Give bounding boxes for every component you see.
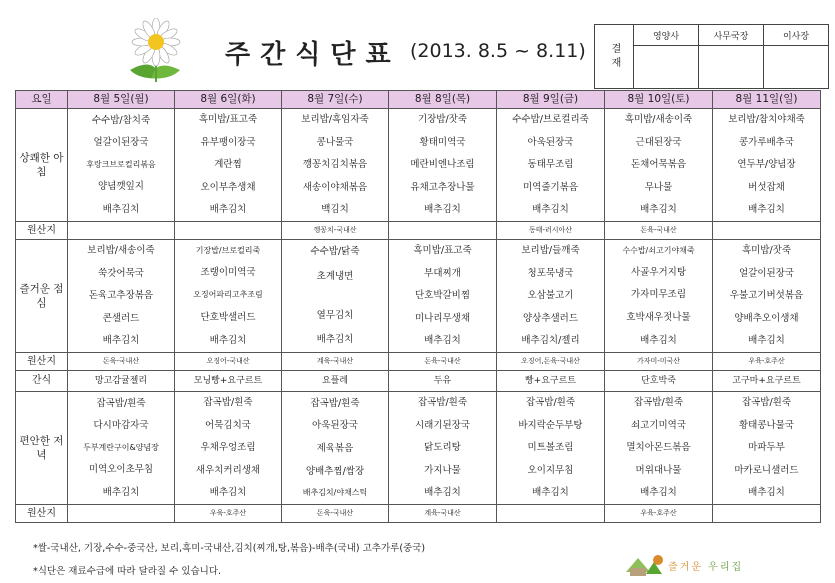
menu-item: 잡곡밥/흰죽: [633, 397, 684, 409]
menu-item: 미트볼조림: [527, 442, 574, 454]
menu-item: 후랑크브로컬리볶음: [86, 159, 156, 169]
day-header: 8월 7일(수): [282, 91, 389, 109]
menu-item: 기장밥/잣죽: [417, 114, 468, 126]
menu-item: 미역오이초무침: [88, 464, 154, 476]
menu-item: 배추김치: [424, 335, 461, 346]
day-header: 8월 6일(화): [175, 91, 282, 109]
menu-item: 쇠고기미역국: [630, 419, 687, 431]
menu-item: 마파두부: [748, 442, 785, 454]
menu-item: 수수밥/참치죽: [91, 114, 151, 126]
menu-cell: [282, 109, 389, 222]
menu-cell: [282, 240, 389, 353]
origin-cell: [713, 505, 821, 523]
menu-item: 배추김치: [748, 204, 785, 215]
logo-part: 우리집: [708, 562, 744, 573]
origin-cell: [68, 222, 175, 240]
menu-item: 배추김치: [102, 335, 140, 346]
snack-cell: 두유: [389, 371, 497, 392]
menu-item: 보리밥/새송이죽: [87, 245, 155, 257]
menu-item: 미역줄기볶음: [522, 181, 579, 193]
menu-item: 양상추샐러드: [522, 312, 579, 324]
menu-item: 연두부/양념장: [737, 159, 796, 171]
origin-cell: 우육-호주산: [713, 353, 821, 371]
menu-item: 단호박갈비찜: [414, 290, 471, 302]
menu-item: 미나리무생채: [414, 312, 471, 324]
menu-item: 닭도리탕: [424, 442, 461, 454]
menu-item: 멸치아몬드볶음: [626, 442, 691, 454]
snack-cell: 빵+요구르트: [497, 371, 605, 392]
menu-item: 조랭이미역국: [200, 267, 256, 279]
menu-cell: [389, 392, 497, 505]
menu-item: 수수밥/브로컬리죽: [512, 114, 589, 126]
meal-label: 간식: [16, 371, 68, 392]
menu-item: 동태무조림: [527, 159, 574, 171]
menu-cell: [605, 240, 713, 353]
menu-item: 배추김치: [209, 334, 247, 346]
menu-item: 유부팽이장국: [200, 136, 256, 148]
menu-item: 계란찜: [214, 159, 242, 171]
menu-item: 가지나물: [424, 464, 461, 476]
menu-item: 사골우거지탕: [630, 266, 687, 278]
menu-item: 배추김치: [640, 204, 677, 215]
menu-item: 배추김치: [424, 487, 461, 498]
origin-label: 원산지: [16, 353, 68, 371]
menu-item: 잡곡밥/흰죽: [417, 397, 468, 409]
menu-cell: [605, 392, 713, 505]
snack-cell: 고구마+요구르트: [713, 371, 821, 392]
signature-box[interactable]: [699, 46, 764, 89]
menu-item: 우불고기버섯볶음: [729, 290, 804, 302]
menu-item: 잡곡밥/흰죽: [203, 397, 253, 409]
menu-cell: [497, 392, 605, 505]
origin-label: 원산지: [16, 222, 68, 240]
menu-item: 바지락순두부탕: [518, 419, 583, 431]
origin-footnote: *쌀-국내산, 기장,수수-중국산, 보리,흑미-국내산,김치(찌개,탕,볶음)-배추(국내) 고추가루(중국): [33, 543, 426, 554]
menu-cell: [713, 240, 821, 353]
menu-cell: [68, 109, 175, 222]
approval-role: 사무국장: [699, 25, 764, 46]
menu-item: 흑미밥/잣죽: [741, 245, 792, 257]
origin-row: [16, 222, 821, 240]
menu-item: 오삼불고기: [527, 290, 574, 302]
day-header: 8월 8일(목): [389, 91, 497, 109]
menu-item: 배추김치: [748, 335, 785, 346]
snack-row: [16, 371, 821, 392]
menu-item: 메란비엔나조림: [410, 159, 475, 171]
menu-item: 새송이야채볶음: [302, 181, 368, 193]
origin-cell: 돈육-국내산: [389, 353, 497, 371]
menu-item: 잡곡밥/흰죽: [525, 397, 576, 409]
menu-item: 보리밥/참치야채죽: [728, 114, 805, 126]
menu-item: 얼갈이된장국: [93, 137, 149, 149]
breakfast-row: [16, 109, 821, 222]
origin-cell: 깽꽁치-국내산: [282, 222, 389, 240]
menu-item: 배추김치: [532, 204, 569, 215]
origin-cell: [175, 222, 282, 240]
origin-row: [16, 505, 821, 523]
menu-cell: [389, 109, 497, 222]
menu-item: 기장밥/브로컬리죽: [195, 245, 261, 255]
weekly-menu-table: [15, 90, 821, 523]
menu-item: 초계냉면: [316, 270, 354, 282]
menu-item: 얼갈이된장국: [738, 267, 795, 279]
menu-cell: [713, 109, 821, 222]
menu-cell: [497, 240, 605, 353]
menu-item: 배추김치: [102, 486, 140, 498]
menu-item: 근대된장국: [635, 136, 682, 148]
snack-cell: 망고감귤젤리: [68, 371, 175, 392]
date-range: (2013. 8.5 ~ 8.11): [410, 40, 586, 62]
origin-label: 원산지: [16, 505, 68, 523]
approval-box: [594, 24, 829, 89]
menu-cell: [68, 240, 175, 353]
menu-item: 배추김치: [102, 203, 140, 215]
menu-item: 다시마감자국: [93, 420, 149, 432]
menu-item: 양배추찜/쌈장: [305, 465, 365, 477]
origin-cell: 돈육-국내산: [605, 222, 713, 240]
origin-cell: 돈육-국내산: [282, 505, 389, 523]
day-header-row: [16, 91, 821, 109]
menu-item: 어묵김치국: [205, 419, 251, 431]
menu-cell: [713, 392, 821, 505]
menu-item: 콩가루배추국: [738, 136, 795, 148]
menu-item: 배추김치: [209, 204, 247, 215]
menu-item: 양배추오이생채: [734, 312, 799, 324]
meal-label: 상쾌한 아침: [16, 109, 68, 222]
menu-item: 시래기된장국: [414, 419, 471, 431]
dinner-row: [16, 392, 821, 505]
origin-cell: 계육-국내산: [282, 353, 389, 371]
menu-item: 황태콩나물국: [738, 419, 795, 431]
day-header: 8월 9일(금): [497, 91, 605, 109]
page-title: 주간식단표: [225, 40, 401, 70]
menu-item: 청포묵냉국: [527, 267, 574, 279]
day-header: 8월 5일(월): [68, 91, 175, 109]
menu-item: 양념깻잎지: [98, 181, 144, 193]
menu-item: 배추김치/젤리: [521, 335, 580, 346]
snack-cell: 요플레: [282, 371, 389, 392]
approval-role: 이사장: [764, 25, 829, 46]
origin-cell: [497, 505, 605, 523]
menu-item: 배추김치: [748, 487, 785, 498]
menu-cell: [68, 392, 175, 505]
meal-label: 즐거운 점심: [16, 240, 68, 353]
origin-cell: 우육-호주산: [605, 505, 713, 523]
snack-cell: 단호박죽: [605, 371, 713, 392]
origin-cell: [68, 505, 175, 523]
menu-item: 아욱된장국: [527, 136, 574, 148]
menu-cell: [175, 240, 282, 353]
menu-item: 흑미밥/표고죽: [198, 114, 258, 126]
menu-cell: [497, 109, 605, 222]
menu-item: 호박새우젓나물: [626, 312, 691, 324]
origin-cell: 오징어,돈육-국내산: [497, 353, 605, 371]
signature-box[interactable]: [764, 46, 829, 89]
menu-item: 보리밥/들깨죽: [521, 245, 580, 257]
menu-item: 마카로니샐러드: [734, 464, 799, 476]
menu-item: 가자미무조림: [630, 289, 687, 301]
daisy-flower-icon: [100, 18, 210, 84]
menu-item: 새우치커리생채: [195, 464, 261, 476]
menu-item: 단호박샐러드: [200, 311, 256, 323]
menu-item: 수수밥/닭죽: [310, 246, 360, 258]
menu-item: 오이부추생채: [200, 181, 256, 193]
menu-cell: [175, 392, 282, 505]
menu-item: 유채고추장나물: [410, 181, 475, 193]
menu-item: 두부계란구이&양념장: [83, 442, 159, 452]
menu-item: 머위대나물: [635, 464, 682, 476]
menu-item: 돈채어묵볶음: [630, 159, 687, 171]
menu-item: 콩나물국: [316, 136, 354, 148]
menu-item: 잡곡밥/흰죽: [96, 397, 146, 409]
origin-cell: 우육-호주산: [175, 505, 282, 523]
origin-cell: 가자미-미국산: [605, 353, 713, 371]
origin-cell: 계육-국내산: [389, 505, 497, 523]
menu-item: 배추김치: [424, 204, 461, 215]
menu-item: 버섯잡채: [748, 181, 785, 193]
menu-item: 열무김치: [316, 309, 354, 321]
menu-item: 배추김치: [209, 487, 247, 498]
day-column-label: 요일: [16, 91, 68, 109]
menu-item: 배추김치/야채스틱: [302, 488, 368, 498]
origin-cell: 오징어-국내산: [175, 353, 282, 371]
menu-item: 우채우엉조림: [200, 442, 256, 454]
menu-item: 보리밥/흑임자죽: [301, 114, 369, 126]
menu-item: 백김치: [321, 204, 349, 215]
menu-cell: [282, 392, 389, 505]
logo-part: 즐거운: [668, 562, 703, 573]
menu-item: 황태미역국: [419, 136, 466, 148]
menu-item: [282, 293, 388, 299]
day-header: 8월 10일(토): [605, 91, 713, 109]
menu-item: 부대찌개: [424, 267, 461, 279]
menu-item: 배추김치: [532, 487, 569, 498]
menu-item: 깽꽁치김치볶음: [302, 159, 368, 171]
menu-item: 배추김치: [316, 334, 354, 346]
menu-item: 제육볶음: [316, 442, 354, 454]
menu-item: 콘샐러드: [102, 312, 140, 324]
menu-item: 수수밥/쇠고기야채죽: [622, 245, 695, 255]
origin-cell: 동태-러시아산: [497, 222, 605, 240]
menu-item: 잡곡밥/흰죽: [741, 397, 792, 409]
snack-cell: 모닝빵+요구르트: [175, 371, 282, 392]
origin-cell: 돈육-국내산: [68, 353, 175, 371]
menu-cell: [605, 109, 713, 222]
lunch-row: [16, 240, 821, 353]
approval-label: 결재: [595, 25, 634, 89]
menu-cell: [389, 240, 497, 353]
menu-cell: [175, 109, 282, 222]
approval-role: 영양사: [634, 25, 699, 46]
signature-box[interactable]: [634, 46, 699, 89]
menu-item: 잡곡밥/흰죽: [310, 397, 360, 409]
logo-text: [668, 558, 743, 573]
origin-row: [16, 353, 821, 371]
day-header: 8월 11일(일): [713, 91, 821, 109]
change-notice: *식단은 재료수급에 따라 달라질 수 있습니다.: [33, 566, 222, 577]
menu-item: 배추김치: [640, 334, 677, 346]
menu-item: 흑미밥/표고죽: [413, 245, 472, 257]
origin-cell: [713, 222, 821, 240]
menu-item: 무나물: [644, 181, 673, 193]
meal-label: 편안한 저녁: [16, 392, 68, 505]
menu-item: 쑥갓어묵국: [98, 267, 144, 279]
menu-item: 배추김치: [640, 487, 677, 498]
menu-item: 아욱된장국: [312, 420, 358, 432]
menu-item: 오이지무침: [527, 464, 574, 476]
menu-item: 오징어파리고추조림: [193, 290, 263, 300]
origin-cell: [389, 222, 497, 240]
page-header: [0, 0, 835, 88]
menu-item: 흑미밥/새송이죽: [624, 114, 693, 126]
menu-item: 돈육고추장볶음: [88, 290, 154, 302]
